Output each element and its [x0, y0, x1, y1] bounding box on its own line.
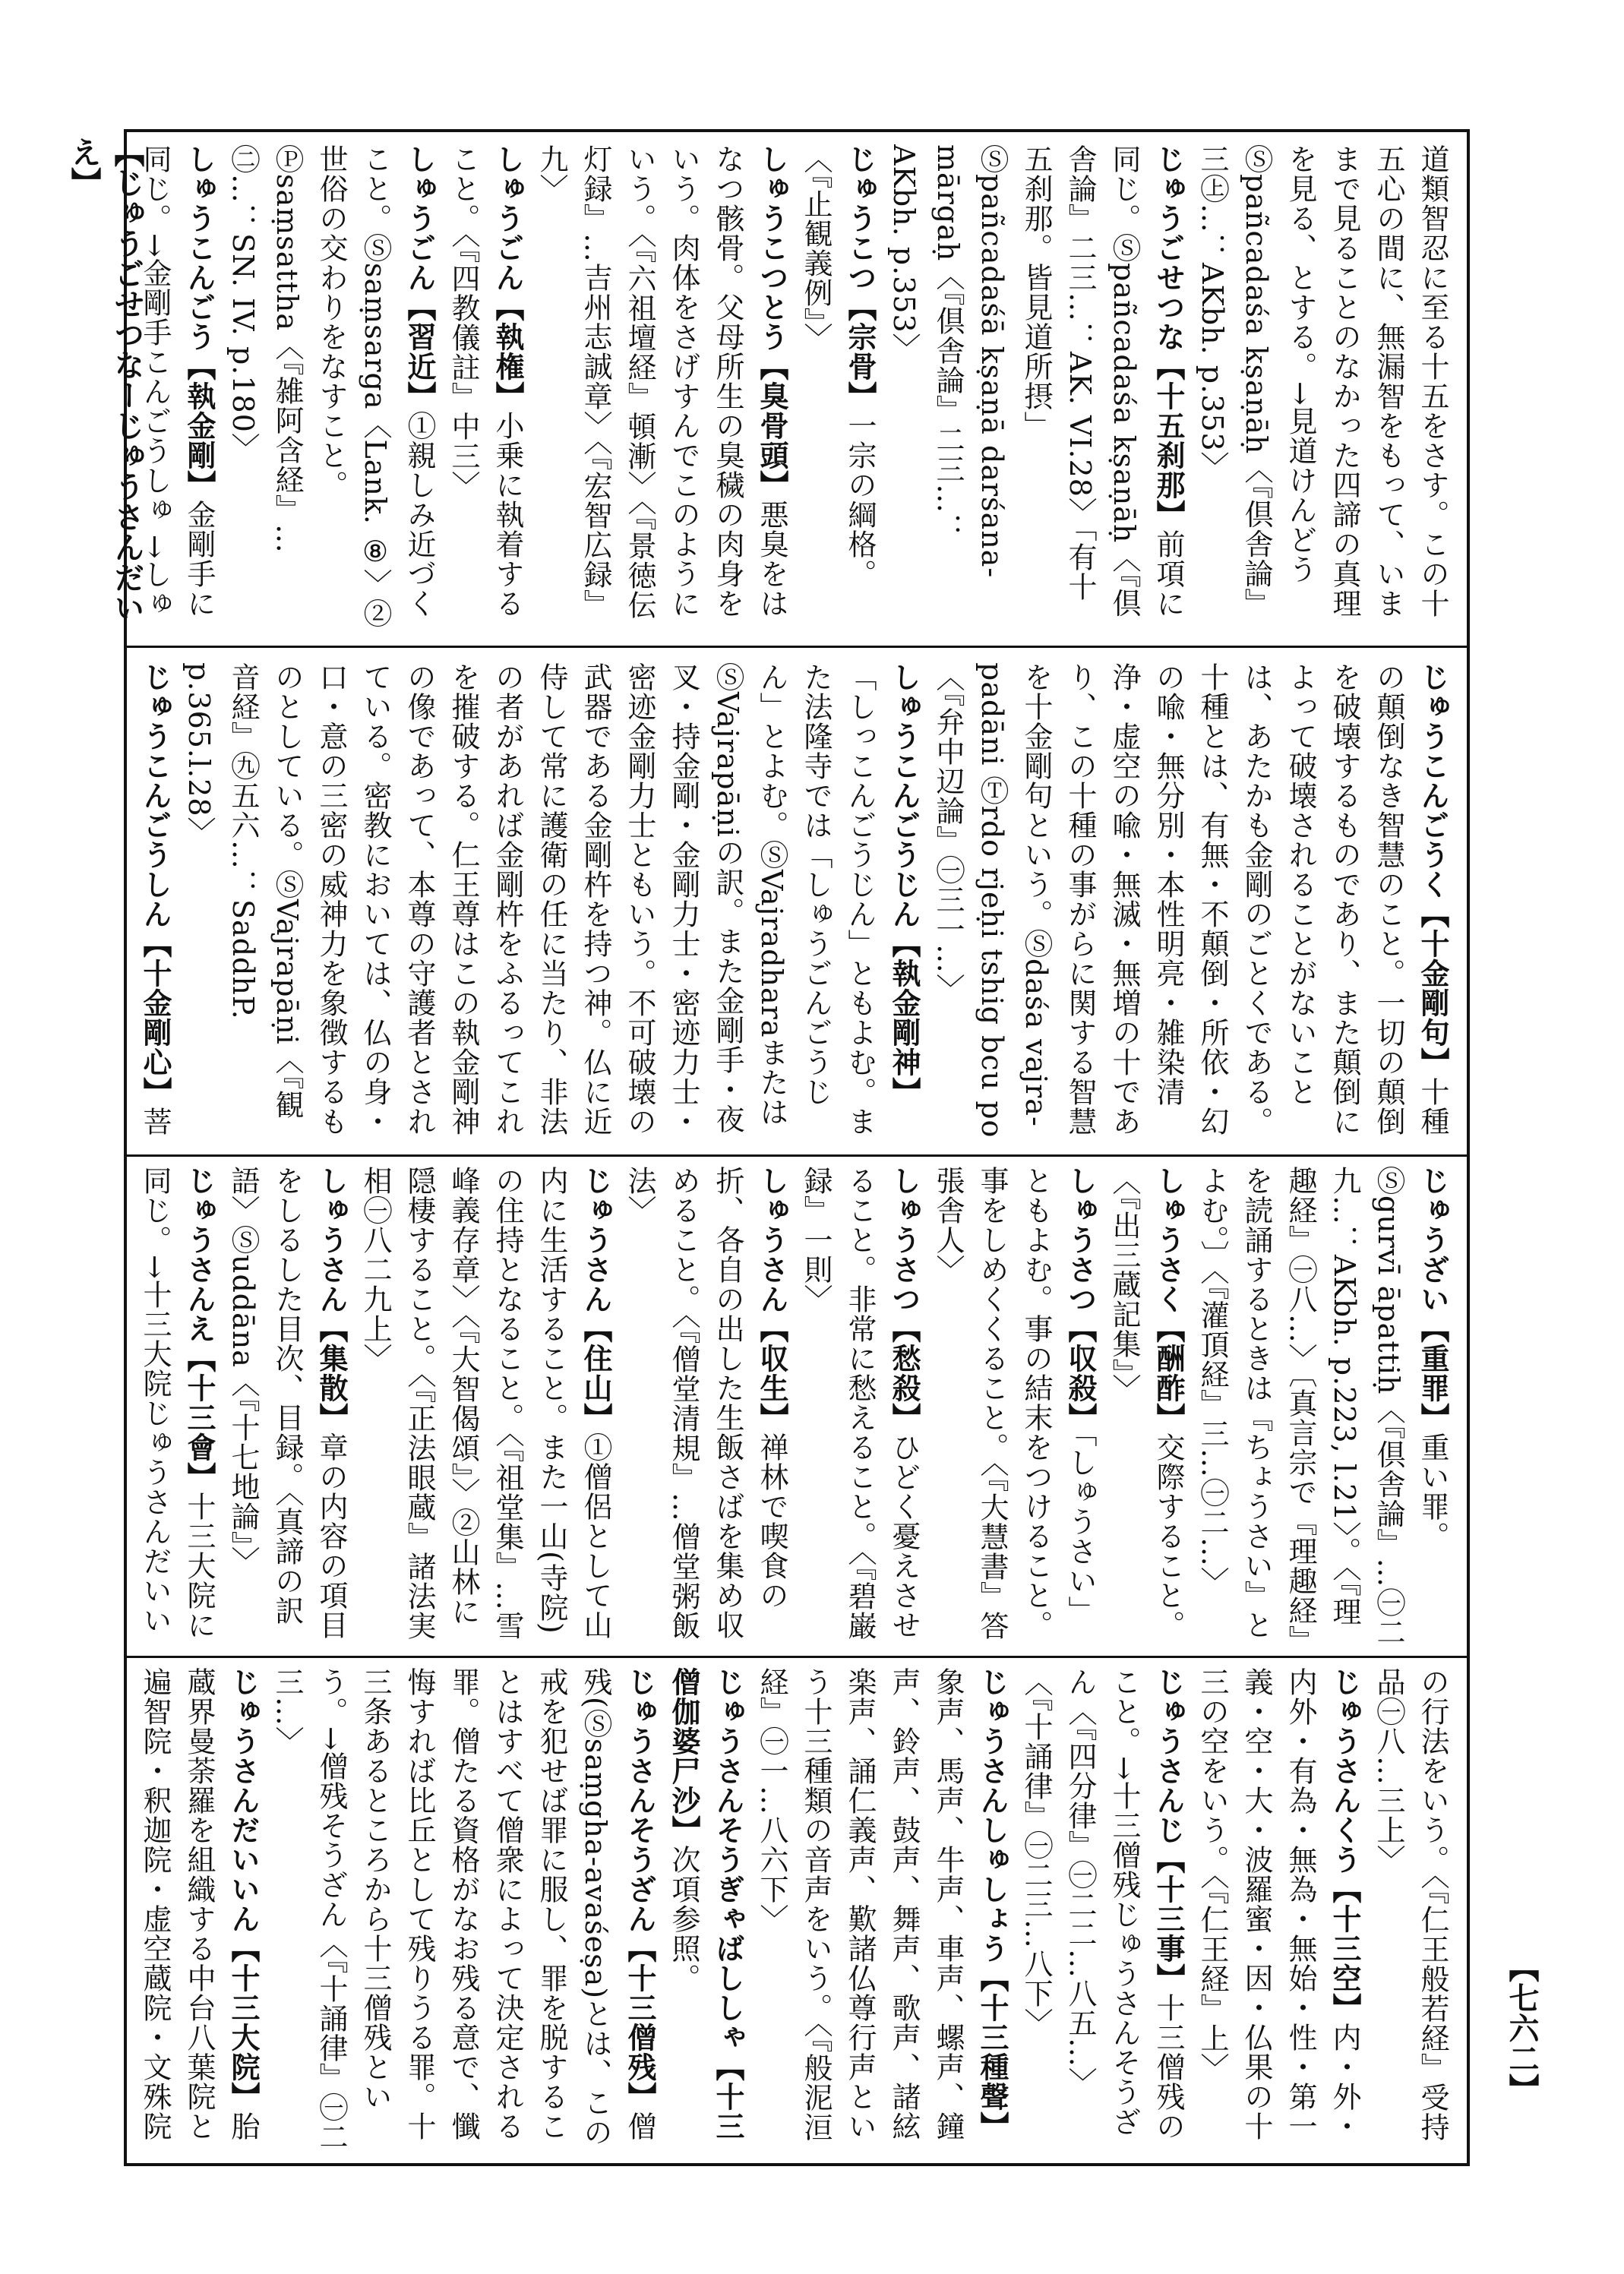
entry-headword: じゅうさんだいいん【十三大院】 — [226, 1667, 260, 2111]
entry-definition: 僧残(Ⓢsaṃgha-avaśeṣa)とは、この戒を犯せば罪に服し、罪を脱することはすべて僧衆によって決定される罪。僧たる資格がなお残る意で、懺悔すれば比丘として残りうる罪。十三条あるところから十三僧残という。→僧残そうざん〈『十誦律』㊀二三…〉 — [270, 1667, 656, 2152]
dictionary-entry — [926, 1166, 1102, 1652]
entry-definition: 悪臭をはなつ骸骨。父母所生の臭穢の肉身をいう。肉体をさげすんでこのようにいう。〈『六祖壇経』頓漸〉〈『景徳伝灯録』…吉州志誠章〉〈『宏智広録』九〉 — [535, 144, 788, 620]
entry-headword: じゅうさんえ【十三會】 — [182, 1166, 216, 1492]
entry-headword: じゅうこんごうしん【十金剛心】 — [138, 662, 172, 1107]
entry-headword: じゅうさんそうざん【十三僧残】 — [623, 1667, 656, 2111]
dictionary-entry — [662, 1667, 750, 2153]
entry-definition: 胎蔵界曼荼羅を組織する中台八葉院と遍智院・釈迦院・虚空蔵院・文殊院 — [138, 1667, 260, 2141]
entry-definition: 前項に同じ。Ⓢpañcadaśa kṣaṇāḥ〈『倶舎論』二三…：AK. VI.28〉「有十五刹那。皆見道所摂」Ⓢpañcadaśā kṣaṇā darśana-mārgaḥ〈『倶舎論』二三…：AKbh. p.353〉 — [887, 144, 1185, 618]
page-number: 【七六二】 — [1504, 1952, 1539, 2104]
dictionary-entry — [529, 144, 794, 630]
dictionary-entry — [441, 144, 529, 630]
entry-headword: しゅうさつ【愁殺】 — [887, 1166, 921, 1432]
entry-headword: じゅうごせつな【十五刹那】 — [1152, 144, 1185, 529]
dictionary-entry — [137, 662, 177, 1148]
dictionary-entry — [137, 1667, 265, 2153]
text-band-3 — [137, 1166, 1455, 1652]
entry-definition: 「しっこんごうじん」ともよむ。また法隆寺では「しゅうごんごうじん」とよむ。ⓈVajradharaまたはⓈVajrapāṇiの訳。また金剛手・夜叉・持金剛・金剛力士・密迹力士・密迹金剛力士ともいう。不可破壊の武器である金剛杵を持つ神。仏に近侍して常に護衛の任に当たり、非法の者があれば金剛杵をふるってこれを摧破する。仁王尊はこの執金剛神の像であって、本尊の守護者とされている。密教においては、仏の身・口・意の三密の威神力を象徴するものとしている。ⓈVajrapāṇi〈『観音経』㊈五六…：SaddhP. p.365.l.28〉 — [182, 662, 877, 1136]
dictionary-entry — [1190, 1667, 1366, 2153]
dictionary-entry — [1014, 1667, 1190, 2153]
dictionary-entry — [177, 662, 926, 1148]
entry-definition: ひどく憂えさせること。非常に愁えること。〈『碧巌録』一則〉 — [799, 1166, 921, 1641]
dictionary-entry — [265, 1667, 662, 2153]
entry-headword: じゅうさんじ【十三事】 — [1152, 1667, 1185, 1993]
entry-headword: じゅうこんごうく【十金剛句】 — [1416, 662, 1449, 1077]
entry-headword: しゅうさん【収生】 — [755, 1166, 788, 1432]
entry-definition: 一宗の綱格。〈『止観義例』〉 — [799, 144, 877, 589]
band-divider — [124, 1656, 1470, 1658]
entry-headword: しゅうさく【酬酢】 — [1152, 1166, 1185, 1432]
entry-headword: しゅうごん【執権】 — [491, 144, 524, 411]
entry-headword: じゅうさんくう【十三空】 — [1328, 1667, 1361, 2023]
entry-definition: 交際すること。〈『出三蔵記集』〉 — [1107, 1166, 1185, 1640]
text-band-2 — [137, 662, 1455, 1148]
entry-headword: しゅうこんごう【執金剛】 — [182, 144, 216, 500]
entry-headword: じゅうさんそうぎゃばししゃ【十三僧伽婆尸沙】 — [667, 1667, 744, 2141]
entry-headword: じゅうざい【重罪】 — [1416, 1166, 1449, 1432]
dictionary-entry — [926, 662, 1455, 1148]
entry-definition: 象声、馬声、牛声、車声、螺声、鐘声、鈴声、鼓声、舞声、歌声、諸絃楽声、誦仁義声、歎諸仏尊行声という十三種類の音声をいう。〈『般泥洹経』㊀一…八六下〉 — [755, 1667, 965, 2142]
entry-definition: 十三僧残のこと。→十三僧残じゅうさんそうざん〈『四分律』㊀二二…八五…〉〈『十誦律』㊀二三…八下〉 — [1019, 1667, 1185, 2141]
text-band-1 — [137, 144, 1455, 630]
band-divider — [124, 646, 1470, 648]
dictionary-entry — [1366, 1667, 1455, 2153]
dictionary-entry — [1102, 1166, 1190, 1652]
entry-definition: 道類智忍に至る十五をさす。この十五心の間に、無漏智をもって、いままで見ることのなかった四諦の真理を見る、とする。→見道けんどう Ⓢpañcadaśa kṣaṇāḥ〈『倶舎論』三㊤…：AKbh. p.353〉 — [1196, 144, 1449, 618]
entry-definition: ①僧侶として山内に生活すること。また一山(寺院)の住持となること。〈『祖堂集』…雪峰義存章〉〈『大智偈頌』〉②山林に隠棲すること。〈『正法眼蔵』諸法実相㊀八二九上〉 — [359, 1166, 612, 1641]
dictionary-entry — [618, 1166, 794, 1652]
entry-headword: じゅうさん【住山】 — [579, 1166, 612, 1432]
dictionary-entry — [221, 1166, 353, 1652]
entry-definition: 小乗に執着すること。〈『四教儀註』中三〉 — [447, 144, 524, 618]
dictionary-entry — [353, 1166, 618, 1652]
dictionary-entry — [1190, 1166, 1455, 1652]
entry-definition: 禅林で喫食の折、各自の出した生飯さばを集め収めること。〈『僧堂清規』…僧堂粥飯法〉 — [623, 1166, 788, 1641]
dictionary-entry — [137, 1166, 221, 1652]
dictionary-entry — [882, 144, 1190, 630]
entry-headword: しゅうこつとう【臭骨頭】 — [755, 144, 788, 500]
dictionary-entry — [137, 144, 221, 630]
entry-definition: 金剛手に同じ。→金剛手こんごうしゅ →しゅ — [138, 144, 216, 619]
entry-definition: 十三大院に同じ。→十三大院じゅうさんだいい — [138, 1166, 216, 1640]
entry-headword: しゅうさん【集散】 — [314, 1166, 348, 1432]
entry-definition: 十種の顛倒なき智慧のこと。一切の顛倒を破壊するものであり、また顛倒によって破壊されることがないことは、あたかも金剛のごとくである。十種とは、有無・不顛倒・所依・幻の喩・無分別・本性明亮・雑染清浄・虚空の喩・無滅・無増の十であり、この十種の事がらに関する智慧を十金剛句という。Ⓢdaśa vajra-padāni Ⓣrdo rjeḥi tshig bcu po〈『弁中辺論』㊀三一…〉 — [931, 662, 1449, 1139]
dictionary-entry — [794, 144, 882, 630]
entry-headword: しゅうこんごうじん【執金剛神】 — [887, 662, 921, 1107]
entry-definition: 菩 — [138, 1107, 172, 1136]
entry-headword: じゅうこつ【宗骨】 — [843, 144, 877, 411]
entry-definition: ①親しみ近づくこと。Ⓢsaṃsarga〈Lank. ⑧〉②世俗の交わりをなすこと。Ⓟsaṃsattha〈『雑阿含経』…㊁…：SN. IV. p.180〉 — [226, 144, 436, 629]
band-divider — [124, 1154, 1470, 1157]
entry-definition: 内・外・内外・有為・無為・無始・性・第一義・空・大・波羅蜜・因・仏果の十三の空をいう。〈『仁王経』上〉 — [1196, 1667, 1361, 2141]
entry-definition: の行法をいう。〈『仁王般若経』受持品㊀八…三上〉 — [1372, 1667, 1449, 2142]
entry-headword: しゅうさつ【収殺】 — [1063, 1166, 1097, 1432]
text-band-4 — [137, 1667, 1455, 2153]
entry-definition: 「しゅうさい」ともよむ。事の結末をつけること。事をしめくくること。〈『大慧書』答張舎人〉 — [931, 1166, 1097, 1641]
entry-definition: 次項参照。 — [667, 1845, 700, 1993]
dictionary-entry — [750, 1667, 1014, 2153]
dictionary-entry — [1190, 144, 1455, 630]
entry-definition: 章の内容の項目をしるした目次、目録。〈真諦の訳語〉Ⓢuddāna〈『十七地論』〉 — [226, 1166, 348, 1640]
entry-headword: じゅうさんしゅしょう【十三種聲】 — [975, 1667, 1009, 2141]
dictionary-entry — [794, 1166, 926, 1652]
entry-definition: 重い罪。Ⓢgurvī āpattiḥ〈『倶舎論』…㊀二九…：AKbh. p.223, l.21〉。〈『理趣経』㊀八…〉〔真言宗で『理趣経』を読誦するときは『ちょうさい』とよむ。〕〈『灌頂経』三…㊀二…〉 — [1196, 1166, 1449, 1647]
running-header: 【じゅうごせつなーじゅうさんだいえ】 — [66, 137, 144, 623]
dictionary-entry — [221, 144, 441, 630]
entry-headword: しゅうごん【習近】 — [403, 144, 436, 411]
